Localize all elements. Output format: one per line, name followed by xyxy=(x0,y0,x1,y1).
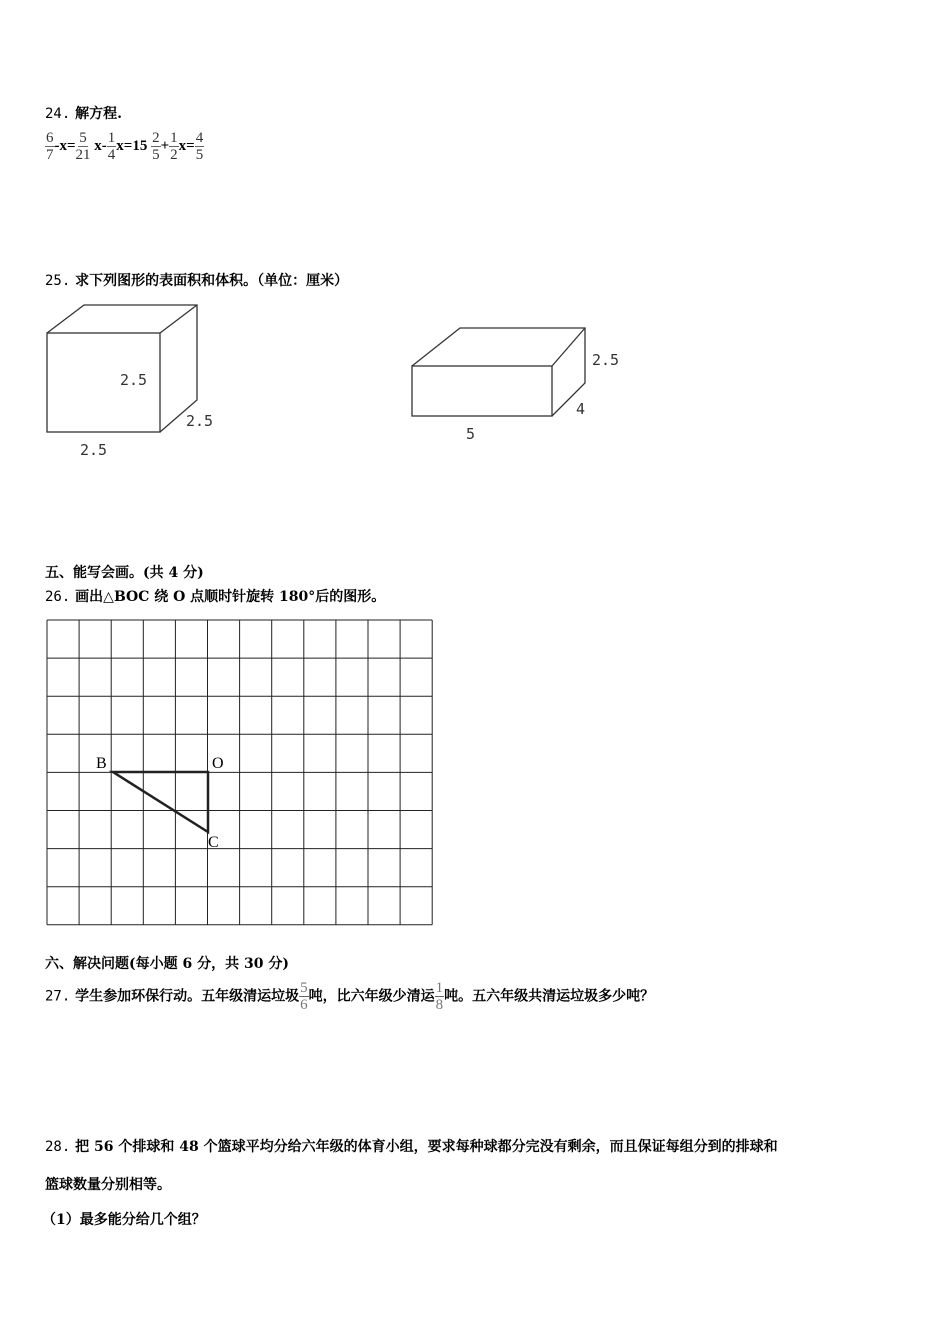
q24-equations: $\frac{6}{7}$ -x= $\frac{5}{21}$ x- $\frac{1}{4}$ x=15 $\frac{2}{5}$ + $\frac{1}{2}$ x= $\frac{4}{5}$ xyxy=(46,130,204,163)
section5-title: 五、能写会画。(共 4 分) xyxy=(45,565,204,581)
cube-height-label: 2.5 xyxy=(120,371,148,389)
point-o-label: O xyxy=(212,755,224,772)
q26-heading: 26. 画出△BOC 绕 O 点顺时针旋转 180°后的图形。 xyxy=(45,589,386,605)
section6-title: 六、解决问题(每小题 6 分，共 30 分) xyxy=(45,956,289,972)
q24-heading: 24. 解方程. xyxy=(45,106,123,122)
box-height-label: 2.5 xyxy=(592,351,620,369)
cube-depth-label: 2.5 xyxy=(186,412,214,430)
q28-line1: 28. 把 56 个排球和 48 个篮球平均分给六年级的体育小组，要求每种球都分完没有剩余，而且保证每组分到的排球和 xyxy=(45,1139,778,1155)
box-depth-label: 4 xyxy=(576,400,586,418)
q25-heading: 25. 求下列图形的表面积和体积。（单位：厘米） xyxy=(45,273,349,289)
q28-sub1: （1）最多能分给几个组？ xyxy=(42,1212,206,1228)
box-length-label: 5 xyxy=(466,425,476,443)
q27-text: 27. 学生参加环保行动。五年级清运垃圾 $\frac{5}{6}$ 吨，比六年级少清运 $\frac{1}{8}$ 吨。五六年级共清运垃圾多少吨？ xyxy=(45,980,655,1013)
point-c-label: C xyxy=(208,834,219,851)
point-b-label: B xyxy=(96,755,107,772)
q25-figures xyxy=(0,295,700,470)
cube-width-label: 2.5 xyxy=(80,441,108,459)
triangle-boc xyxy=(113,772,208,832)
q28-line2: 篮球数量分别相等。 xyxy=(45,1177,171,1193)
cube-figure xyxy=(47,305,197,432)
rotation-grid xyxy=(0,610,450,940)
box-figure xyxy=(412,328,585,416)
